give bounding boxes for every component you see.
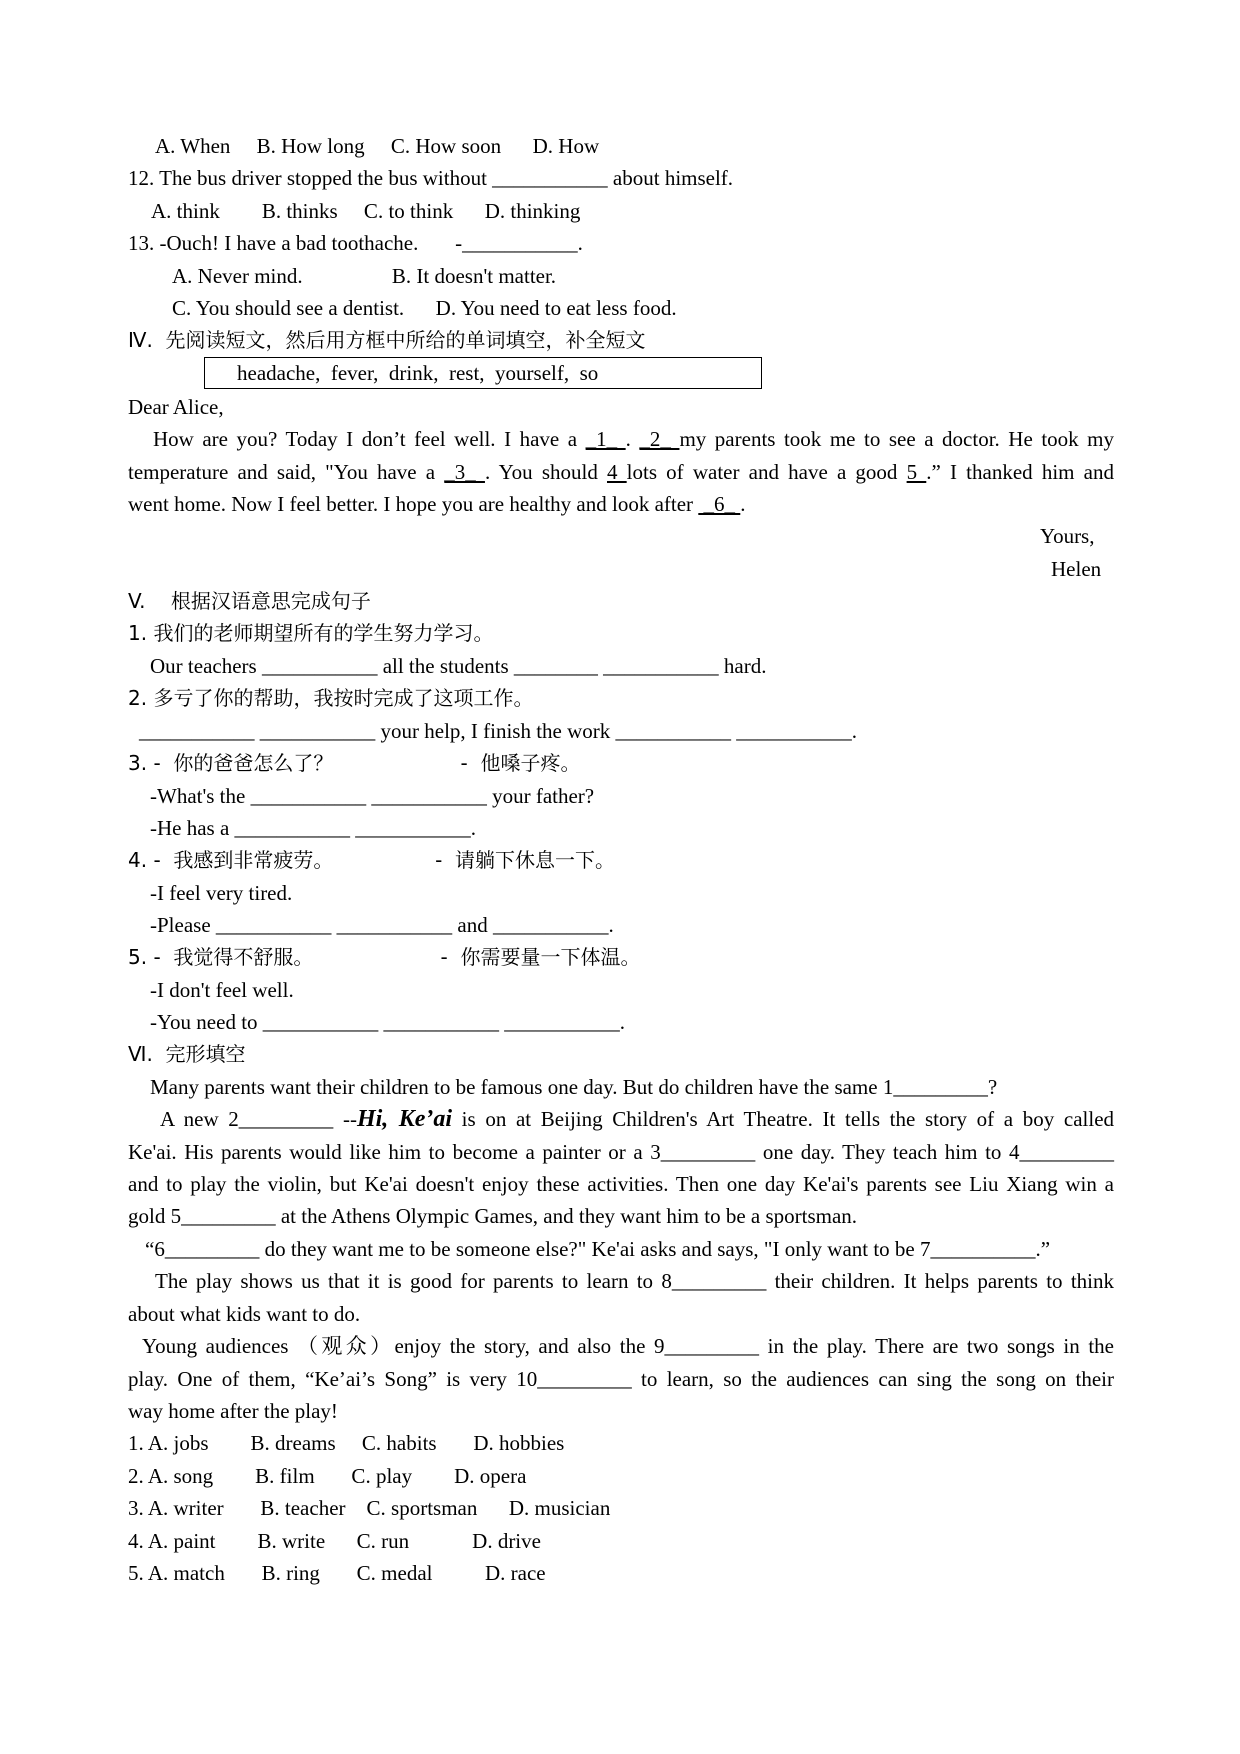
letter-greeting: Dear Alice,: [128, 395, 224, 419]
section5-line: 3. - 你的爸爸怎么了？ - 他嗓子疼。: [128, 751, 581, 775]
play-title: Hi, Ke’ai: [356, 1106, 453, 1132]
section5-line: 5. - 我觉得不舒服。 - 你需要量一下体温。: [128, 945, 641, 969]
cloze-paragraph-3: “6_________ do they want me to be someone else?" Ke'ai asks and says, "I only want to be 7__________.”: [145, 1237, 1051, 1261]
q13-stem: 13. -Ouch! I have a bad toothache. -___________.: [128, 231, 583, 255]
cloze-paragraph-2-line-3: and to play the violin, but Ke'ai doesn't enjoy these activities. Then one day Ke'ai's parents see Liu Xiang win a: [128, 1172, 1114, 1196]
q13-options-row1: A. Never mind. B. It doesn't matter.: [172, 264, 557, 288]
blank-2: _2_: [639, 427, 680, 451]
cloze-paragraph-1: Many parents want their children to be famous one day. But do children have the same 1_________?: [150, 1075, 998, 1099]
section5-line: 1. 我们的老师期望所有的学生努力学习。: [128, 621, 494, 645]
section5-line: -I don't feel well.: [150, 978, 294, 1002]
section5-line: 2. 多亏了你的帮助，我按时完成了这项工作。: [128, 686, 534, 710]
section5-line: -I feel very tired.: [150, 881, 293, 905]
word-box: [204, 357, 762, 389]
section5-heading: V. 根据汉语意思完成句子: [128, 589, 371, 613]
blank-5: 5: [906, 460, 927, 484]
blank-4: 4: [607, 460, 627, 484]
q12-options: A. think B. thinks C. to think D. thinking: [151, 199, 581, 223]
cloze-paragraph-2-line-1: A new 2_________ --Hi, Ke’ai is on at Beijing Children's Art Theatre. It tells the story of a boy called: [160, 1106, 1115, 1132]
cloze-option-row: 4. A. paint B. write C. run D. drive: [128, 1529, 541, 1553]
cloze-option-row: 3. A. writer B. teacher C. sportsman D. musician: [128, 1496, 611, 1520]
cloze-option-row: 5. A. match B. ring C. medal D. race: [128, 1561, 546, 1585]
q12-stem: 12. The bus driver stopped the bus without ___________ about himself.: [128, 166, 734, 190]
section5-line: -He has a ___________ ___________.: [150, 816, 477, 840]
letter-line-2: temperature and said, "You have a _3_ . You should 4 lots of water and have a good 5 .” I thanked him and: [128, 460, 1114, 484]
cloze-paragraph-5-line-1: Young audiences （观众）enjoy the story, and also the 9_________ in the play. There are two songs in the: [142, 1334, 1114, 1358]
cloze-paragraph-2-line-2: Ke'ai. His parents would like him to become a painter or a 3_________ one day. They teach him to 4_________: [128, 1140, 1114, 1164]
section5-line: -You need to ___________ ___________ ___________.: [150, 1010, 626, 1034]
blank-1: _1_: [585, 427, 626, 451]
q13-options-row2: C. You should see a dentist. D. You need to eat less food.: [172, 296, 677, 320]
letter-signature: Helen: [1051, 557, 1102, 581]
section6-heading: Ⅵ. 完形填空: [128, 1042, 246, 1066]
section5-line: -Please ___________ ___________ and ___________.: [150, 913, 614, 937]
cloze-option-row: 1. A. jobs B. dreams C. habits D. hobbies: [128, 1431, 565, 1455]
cloze-paragraph-5-line-3: way home after the play!: [128, 1399, 338, 1423]
section5-line: ___________ ___________ your help, I finish the work ___________ ___________.: [139, 719, 858, 743]
cloze-paragraph-4-line-1: The play shows us that it is good for parents to learn to 8_________ their children. It helps parents to think: [155, 1269, 1114, 1293]
section5-line: -What's the ___________ ___________ your father?: [150, 784, 595, 808]
cloze-paragraph-4-line-2: about what kids want to do.: [128, 1302, 361, 1326]
section5-line: 4. - 我感到非常疲劳。 - 请躺下休息一下。: [128, 848, 616, 872]
section4-heading: Ⅳ. 先阅读短文，然后用方框中所给的单词填空，补全短文: [128, 328, 646, 352]
section5-line: Our teachers ___________ all the students ________ ___________ hard.: [150, 654, 767, 678]
cloze-option-row: 2. A. song B. film C. play D. opera: [128, 1464, 527, 1488]
letter-line-1: How are you? Today I don’t feel well. I have a _1_ . _2_ my parents took me to see a doctor. He took my: [153, 427, 1115, 451]
word-box-words: headache, fever, drink, rest, yourself, so: [237, 361, 599, 385]
cloze-paragraph-5-line-2: play. One of them, “Ke’ai’s Song” is very 10_________ to learn, so the audiences can sing the song on their: [128, 1367, 1114, 1391]
letter-line-3: went home. Now I feel better. I hope you are healthy and look after _6_ .: [128, 492, 746, 516]
cloze-paragraph-2-line-4: gold 5_________ at the Athens Olympic Games, and they want him to be a sportsman.: [128, 1204, 858, 1228]
blank-3: _3_: [444, 460, 485, 484]
blank-6: _6_: [698, 492, 741, 516]
q11-options: A. When B. How long C. How soon D. How: [155, 134, 600, 158]
letter-closing: Yours,: [1040, 524, 1095, 548]
